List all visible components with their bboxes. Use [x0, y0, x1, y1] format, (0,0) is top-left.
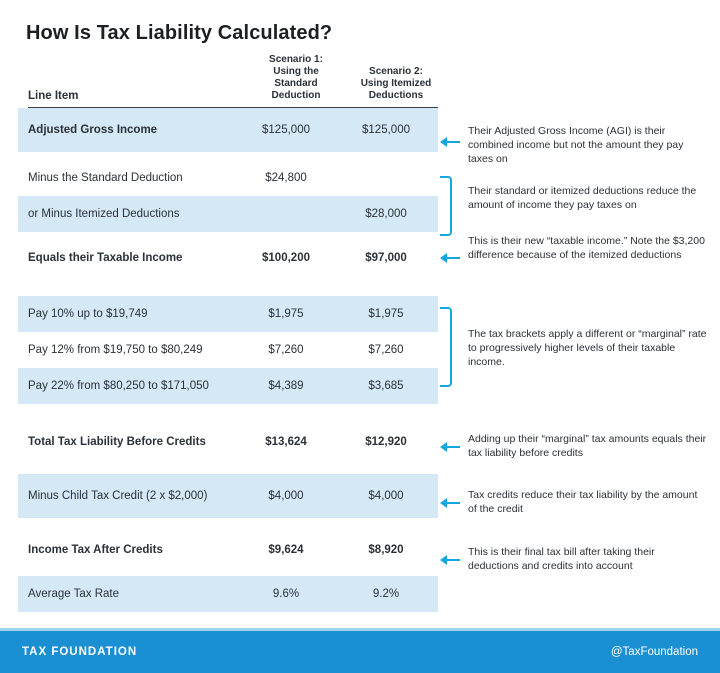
note-brackets: The tax brackets apply a different or “marginal” rate to progressively higher levels of their taxable income. — [468, 328, 707, 368]
row-label: Minus the Standard Deduction — [28, 172, 183, 184]
row-scenario-1-value: 9.6% — [272, 588, 300, 600]
note-total-before-credits: Adding up their “marginal” tax amounts equals their tax liability before credits — [468, 433, 707, 459]
row-label: Pay 10% up to $19,749 — [28, 308, 148, 320]
row-scenario-2-value: $12,920 — [365, 436, 407, 448]
table-row — [18, 474, 438, 518]
row-scenario-2-value: $125,000 — [362, 124, 410, 136]
arrow-icon — [440, 136, 462, 148]
arrow-icon — [440, 497, 462, 509]
row-spacer — [18, 518, 438, 532]
row-scenario-2-value: $8,920 — [368, 544, 404, 556]
row-label: Income Tax After Credits — [28, 544, 163, 556]
scenario-1-line-2: Using the — [273, 66, 319, 77]
scenario-1-line-1: Scenario 1: — [269, 54, 323, 65]
row-scenario-2-value: $28,000 — [365, 208, 407, 220]
brace-brackets — [440, 307, 452, 387]
table-row — [18, 240, 438, 276]
row-label: Average Tax Rate — [28, 588, 119, 600]
row-scenario-2-value: $7,260 — [368, 344, 404, 356]
table-row — [18, 160, 438, 196]
note-deductions: Their standard or itemized deductions reduce the amount of income they pay taxes on — [468, 185, 697, 211]
row-label: Minus Child Tax Credit (2 x $2,000) — [28, 490, 208, 502]
tax-table — [18, 54, 438, 612]
scenario-1-line-3: Standard — [274, 78, 318, 89]
row-spacer — [18, 232, 438, 240]
page-title: How Is Tax Liability Calculated? — [26, 22, 333, 44]
table-row — [18, 332, 438, 368]
row-label: Pay 22% from $80,250 to $171,050 — [28, 380, 209, 392]
table-header — [18, 54, 438, 108]
brace-deductions — [440, 176, 452, 236]
table-row — [18, 532, 438, 568]
scenario-1-line-4: Deduction — [271, 90, 321, 101]
scenario-2-line-3: Deductions — [368, 90, 424, 101]
row-spacer — [18, 568, 438, 576]
scenario-2-line-1: Scenario 2: — [369, 66, 423, 77]
arrow-icon — [440, 554, 462, 566]
row-label: Total Tax Liability Before Credits — [28, 436, 206, 448]
row-scenario-1-value: $13,624 — [265, 436, 307, 448]
row-scenario-1-value: $24,800 — [265, 172, 307, 184]
row-scenario-2-value: 9.2% — [372, 588, 400, 600]
row-spacer — [18, 152, 438, 160]
note-taxable-income: This is their new “taxable income.” Note the $3,200 difference because of the itemized deductions — [468, 235, 705, 261]
column-header-line-item: Line Item — [28, 90, 79, 102]
note-final-tax-bill: This is their final tax bill after taking their deductions and credits into account — [468, 546, 655, 572]
footer-handle[interactable]: @TaxFoundation — [610, 646, 698, 658]
row-scenario-1-value: $7,260 — [268, 344, 304, 356]
table-row — [18, 296, 438, 332]
row-scenario-1-value: $125,000 — [262, 124, 310, 136]
row-scenario-2-value: $3,685 — [368, 380, 404, 392]
row-scenario-1-value: $9,624 — [268, 544, 304, 556]
row-label: Equals their Taxable Income — [28, 252, 183, 264]
note-agi: Their Adjusted Gross Income (AGI) is their combined income but not the amount they pay taxes on — [468, 125, 684, 165]
row-scenario-1-value: $1,975 — [268, 308, 304, 320]
row-scenario-2-value: $4,000 — [368, 490, 404, 502]
arrow-icon — [440, 252, 462, 264]
footer — [0, 631, 720, 673]
row-label: Pay 12% from $19,750 to $80,249 — [28, 344, 203, 356]
scenario-2-line-2: Using Itemized — [360, 78, 432, 89]
table-row — [18, 196, 438, 232]
footer-brand: TAX FOUNDATION — [22, 646, 138, 658]
row-scenario-1-value: $4,389 — [268, 380, 304, 392]
table-row — [18, 368, 438, 404]
row-spacer — [18, 460, 438, 474]
arrow-icon — [440, 441, 462, 453]
table-row — [18, 576, 438, 612]
column-header-scenario-2 — [346, 66, 446, 102]
table-row — [18, 108, 438, 152]
column-header-scenario-1 — [246, 54, 346, 102]
row-spacer — [18, 276, 438, 296]
row-label: or Minus Itemized Deductions — [28, 208, 180, 220]
row-scenario-1-value: $4,000 — [268, 490, 304, 502]
row-label: Adjusted Gross Income — [28, 124, 158, 136]
row-spacer — [18, 404, 438, 424]
row-scenario-2-value: $1,975 — [368, 308, 404, 320]
table-row — [18, 424, 438, 460]
note-credits: Tax credits reduce their tax liability by the amount of the credit — [468, 489, 698, 515]
row-scenario-2-value: $97,000 — [365, 252, 407, 264]
row-scenario-1-value: $100,200 — [262, 252, 310, 264]
